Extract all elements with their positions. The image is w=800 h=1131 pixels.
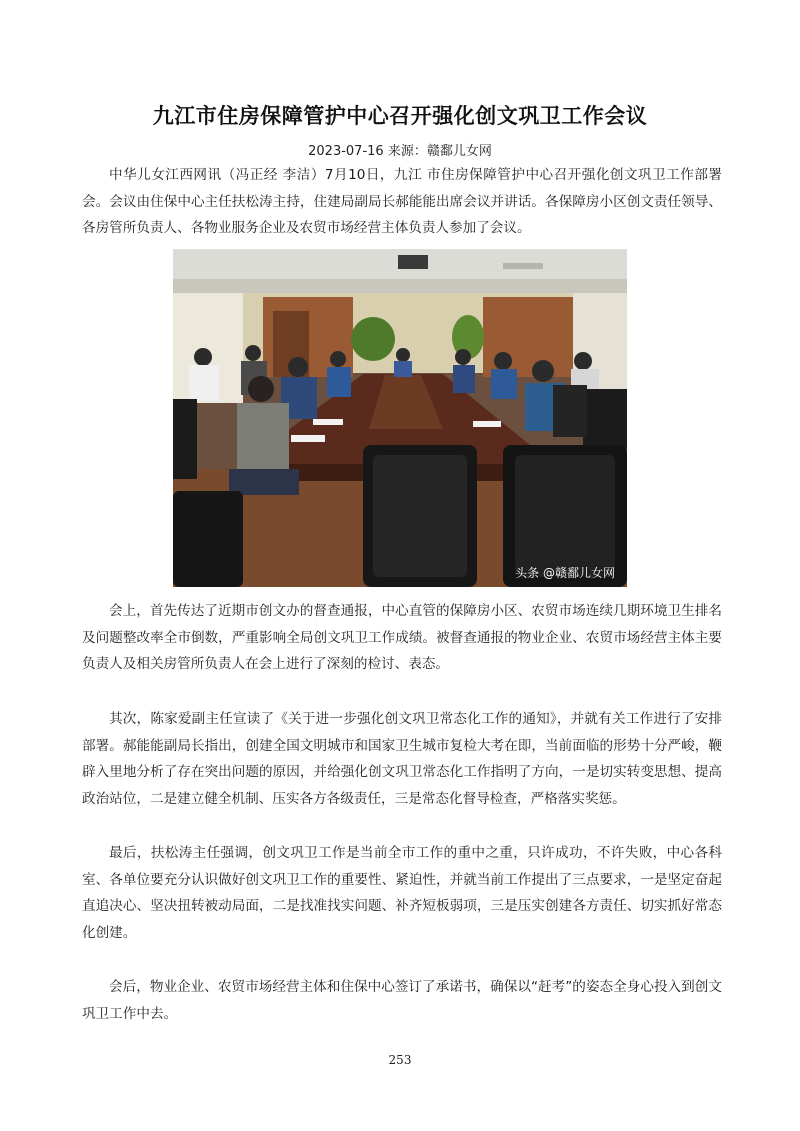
article-date: 2023-07-16 xyxy=(308,144,384,159)
article-paragraph-2: 会上，首先传达了近期市创文办的督查通报，中心直管的保障房小区、农贸市场连续几期环境卫生排名及问题整改率全市倒数，严重影响全局创文巩卫工作成绩。被督查通报的物业企业、农贸市场经营主体主要负责人及相关房管所负责人在会上进行了深刻的检讨、表态。 xyxy=(82,603,722,672)
article-paragraph-4: 最后，扶松涛主任强调，创文巩卫工作是当前全市工作的重中之重，只许成功，不许失败，中心各科室、各单位要充分认识做好创文巩卫工作的重要性、紧迫性，并就当前工作提出了三点要求，一是坚定奋起直追决心、坚决扭转被动局面，二是找准找实问题、补齐短板弱项，三是压实创建各方责任、切实抓好常态化创建。 xyxy=(82,845,722,941)
article-paragraph-3: 其次，陈家爱副主任宣读了《关于进一步强化创文巩卫常态化工作的通知》，并就有关工作进行了安排部署。郝能能副局长指出，创建全国文明城市和国家卫生城市复检大考在即，当前面临的形势十分严峻，鞭辟入里地分析了存在突出问题的原因，并给强化创文巩卫常态化工作指明了方向，一是切实转变思想、提高政治站位，二是建立健全机制、压实各方各级责任，三是常态化督导检查，严格落实奖惩。 xyxy=(82,711,722,807)
meeting-photo-illustration xyxy=(173,249,627,587)
photo-watermark: 头条 @赣鄱儿女网 xyxy=(515,566,615,580)
article-paragraph-1: 中华儿女江西网讯（冯正经 李洁）7月10日，九江 市住房保障管护中心召开强化创文巩卫工作部署会。会议由住保中心主任扶松涛主持，住建局副局长郝能能出席会议并讲话。各保障房小区创文责任领导、各房管所负责人、各物业服务企业及农贸市场经营主体负责人参加了会议。 xyxy=(82,167,722,236)
meeting-photo xyxy=(173,249,627,587)
article-meta xyxy=(0,140,800,159)
article-paragraph-5: 会后，物业企业、农贸市场经营主体和住保中心签订了承诺书，确保以“赶考”的姿态全身心投入到创文巩卫工作中去。 xyxy=(82,979,722,1022)
article-title: 九江市住房保障管护中心召开强化创文巩卫工作会议 xyxy=(152,104,648,128)
page-number: 253 xyxy=(388,1053,412,1067)
article-source: 来源：赣鄱儿女网 xyxy=(387,144,492,159)
